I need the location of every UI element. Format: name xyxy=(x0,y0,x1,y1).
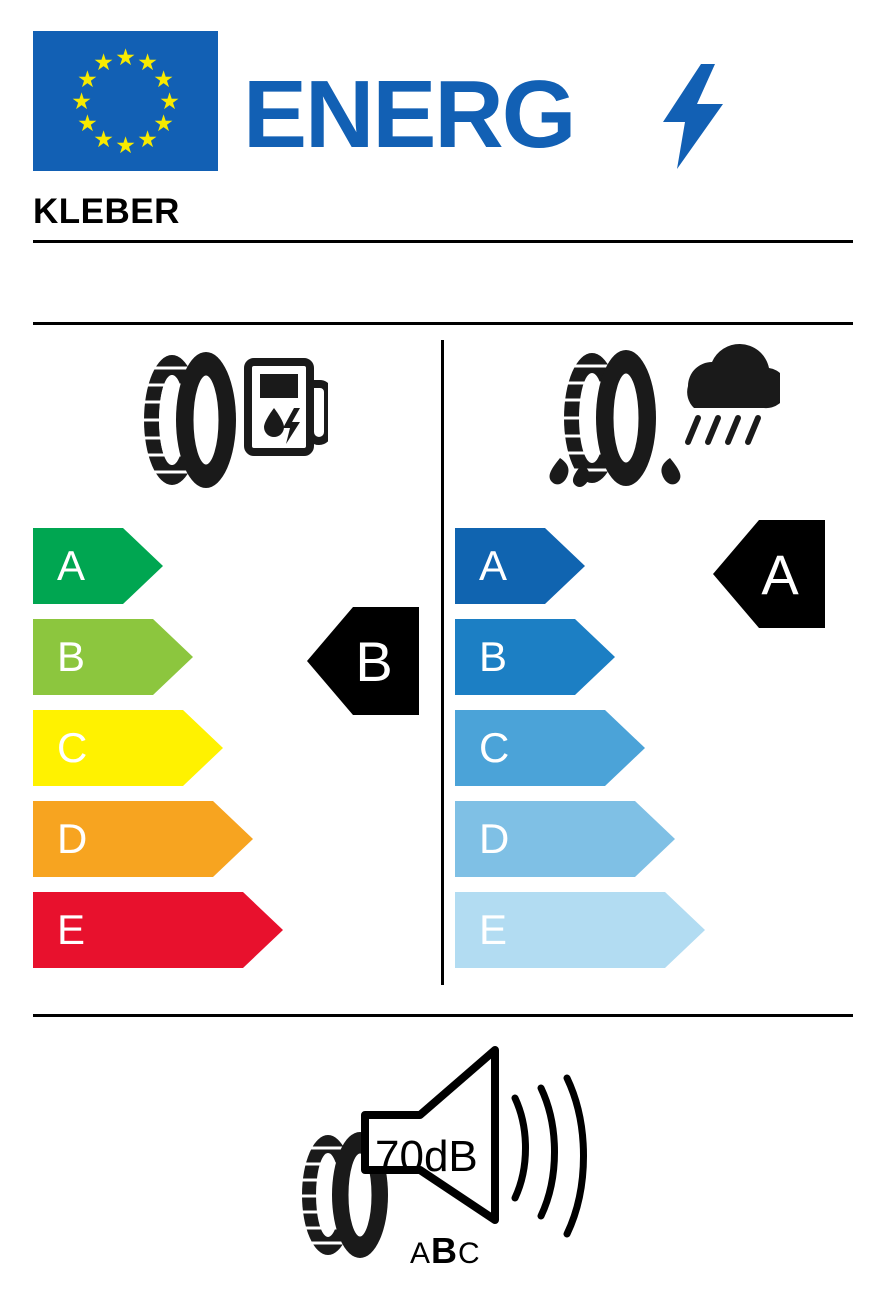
divider-bottom-section xyxy=(33,1014,853,1017)
eu-star-icon: ★ xyxy=(137,49,158,76)
wet-grade-letter: A xyxy=(479,542,508,589)
wet-grade-letter: E xyxy=(479,906,508,953)
noise-value: 70dB xyxy=(375,1132,478,1181)
eu-star-icon: ★ xyxy=(153,65,174,92)
fuel-selected-grade-letter: B xyxy=(355,629,393,693)
divider-brand xyxy=(33,240,853,243)
eu-star-icon: ★ xyxy=(77,109,98,136)
wet-grade-row xyxy=(455,801,855,877)
eu-star-icon: ★ xyxy=(115,131,136,158)
noise-class-b: B xyxy=(431,1230,459,1271)
wet-grade-letter: B xyxy=(479,633,508,680)
eu-star-icon: ★ xyxy=(115,43,136,70)
fuel-grade-letter: D xyxy=(57,815,88,862)
tyre-fuel-pump-icon xyxy=(128,340,328,500)
fuel-grade-letter: A xyxy=(57,542,86,589)
fuel-grade-row xyxy=(33,801,433,877)
fuel-grade-letter: C xyxy=(57,724,88,771)
wet-grade-letter: D xyxy=(479,815,510,862)
eu-star-icon: ★ xyxy=(71,87,92,114)
fuel-grade-list xyxy=(33,528,433,983)
fuel-grade-arrow xyxy=(33,528,163,604)
noise-class-rating xyxy=(410,1230,481,1272)
wet-grade-arrow xyxy=(455,528,585,604)
eu-star-icon: ★ xyxy=(159,87,180,114)
wet-grade-row xyxy=(455,892,855,968)
eu-flag-icon xyxy=(33,31,218,171)
wet-grade-row xyxy=(455,710,855,786)
noise-class-c: C xyxy=(458,1237,481,1270)
noise-class-a: A xyxy=(410,1237,432,1270)
fuel-grade-row xyxy=(33,710,433,786)
eu-star-icon: ★ xyxy=(93,125,114,152)
wet-grip-section xyxy=(455,340,855,990)
fuel-grade-letter: B xyxy=(57,633,86,680)
wet-selected-grade-letter: A xyxy=(761,542,799,606)
eu-star-icon: ★ xyxy=(137,125,158,152)
eu-star-icon: ★ xyxy=(77,65,98,92)
eu-star-icon: ★ xyxy=(153,109,174,136)
fuel-selected-grade-marker xyxy=(307,607,419,715)
fuel-grade-letter: E xyxy=(57,906,86,953)
brand-name: KLEBER xyxy=(33,192,180,231)
fuel-grade-row xyxy=(33,892,433,968)
wet-grade-letter: C xyxy=(479,724,510,771)
noise-section xyxy=(280,1040,610,1270)
fuel-grade-row xyxy=(33,528,433,604)
divider-vertical xyxy=(441,340,444,985)
page-title: ENERG xyxy=(243,61,575,168)
label-header xyxy=(33,31,853,171)
lightning-bolt-icon xyxy=(663,64,723,169)
eu-star-icon: ★ xyxy=(93,49,114,76)
wet-grade-row xyxy=(455,619,855,695)
divider-top-section xyxy=(33,322,853,325)
wet-selected-grade-marker xyxy=(713,520,825,628)
tyre-rain-cloud-icon xyxy=(530,340,780,500)
